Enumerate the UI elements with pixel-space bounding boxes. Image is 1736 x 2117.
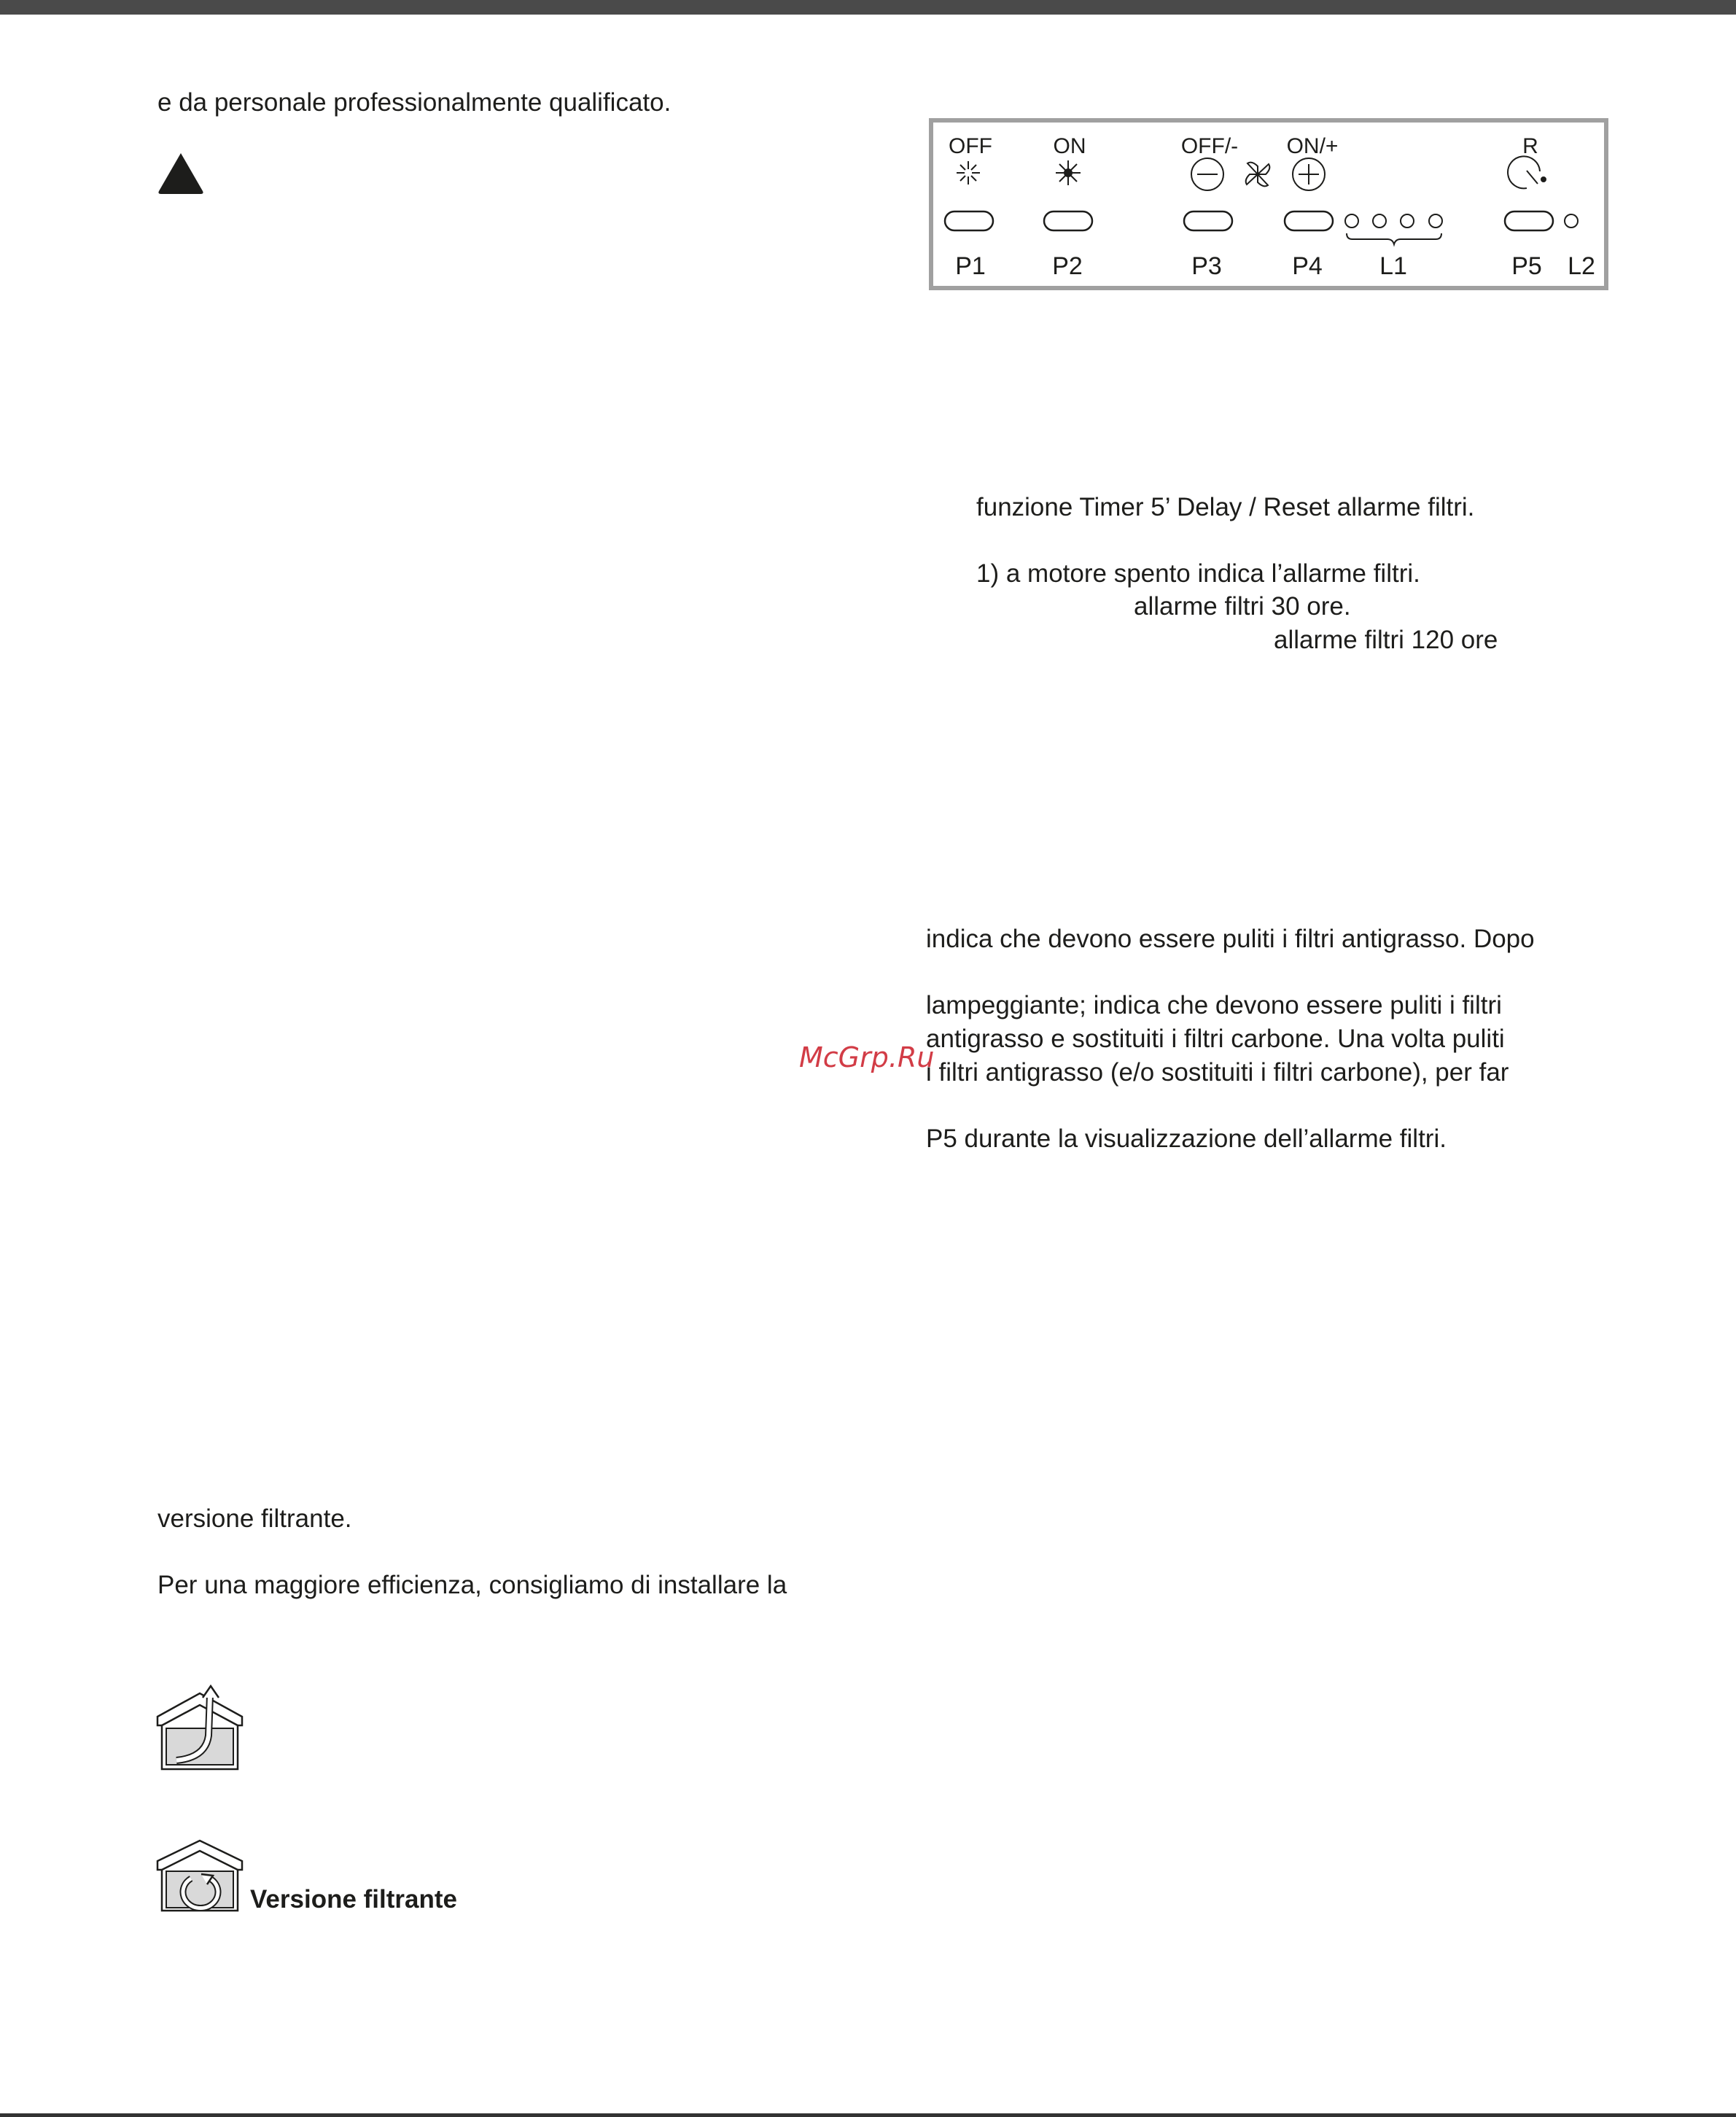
para-alarm-120: allarme filtri 120 ore — [1274, 626, 1498, 654]
house-ducted-icon — [155, 1685, 245, 1772]
para-grease-1: indica che devono essere puliti i filtri antigrasso. Dopo — [926, 925, 1535, 953]
para-grease-3: antigrasso e sostituiti i filtri carbone. Una volta puliti — [926, 1025, 1505, 1053]
para-alarm-1: 1) a motore spento indica l’allarme filtri. — [976, 559, 1420, 588]
panel-frame — [931, 120, 1606, 288]
label-p4: P4 — [1292, 252, 1323, 280]
para-grease-4: i filtri antigrasso (e/o sostituiti i filtri carbone), per far — [926, 1058, 1509, 1087]
para-grease-5: P5 durante la visualizzazione dell’allarme filtri. — [926, 1124, 1447, 1153]
para-efficiency: Per una maggiore efficienza, consigliamo di installare la — [157, 1571, 787, 1599]
para-intro-end: e da personale professionalmente qualificato. — [157, 88, 672, 117]
control-panel-diagram — [929, 118, 1608, 290]
label-p3: P3 — [1191, 252, 1222, 280]
watermark: McGrp.Ru — [799, 1041, 935, 1073]
para-version: versione filtrante. — [157, 1504, 352, 1533]
para-grease-2: lampeggiante; indica che devono essere puliti i filtri — [926, 991, 1502, 1019]
label-reset: R — [1522, 134, 1538, 158]
label-p2: P2 — [1052, 252, 1083, 280]
para-timer: funzione Timer 5’ Delay / Reset allarme filtri. — [976, 493, 1475, 521]
fan-icon — [1246, 163, 1270, 187]
top-bar — [0, 0, 1736, 15]
label-l1: L1 — [1379, 252, 1407, 280]
light-on-icon — [1056, 160, 1081, 185]
house-recirculation-icon — [155, 1838, 245, 1914]
label-on: ON — [1053, 134, 1086, 158]
label-l2: L2 — [1568, 252, 1595, 280]
label-p5: P5 — [1511, 252, 1542, 280]
label-off-minus: OFF/- — [1180, 134, 1239, 158]
heading-filter-version: Versione filtrante — [250, 1885, 457, 1914]
warning-triangle-icon — [156, 150, 206, 195]
label-p1: P1 — [955, 252, 986, 280]
para-alarm-30: allarme filtri 30 ore. — [1134, 592, 1351, 621]
bottom-rule — [0, 2113, 1736, 2117]
label-on-plus: ON/+ — [1286, 134, 1339, 158]
label-off: OFF — [949, 134, 992, 158]
